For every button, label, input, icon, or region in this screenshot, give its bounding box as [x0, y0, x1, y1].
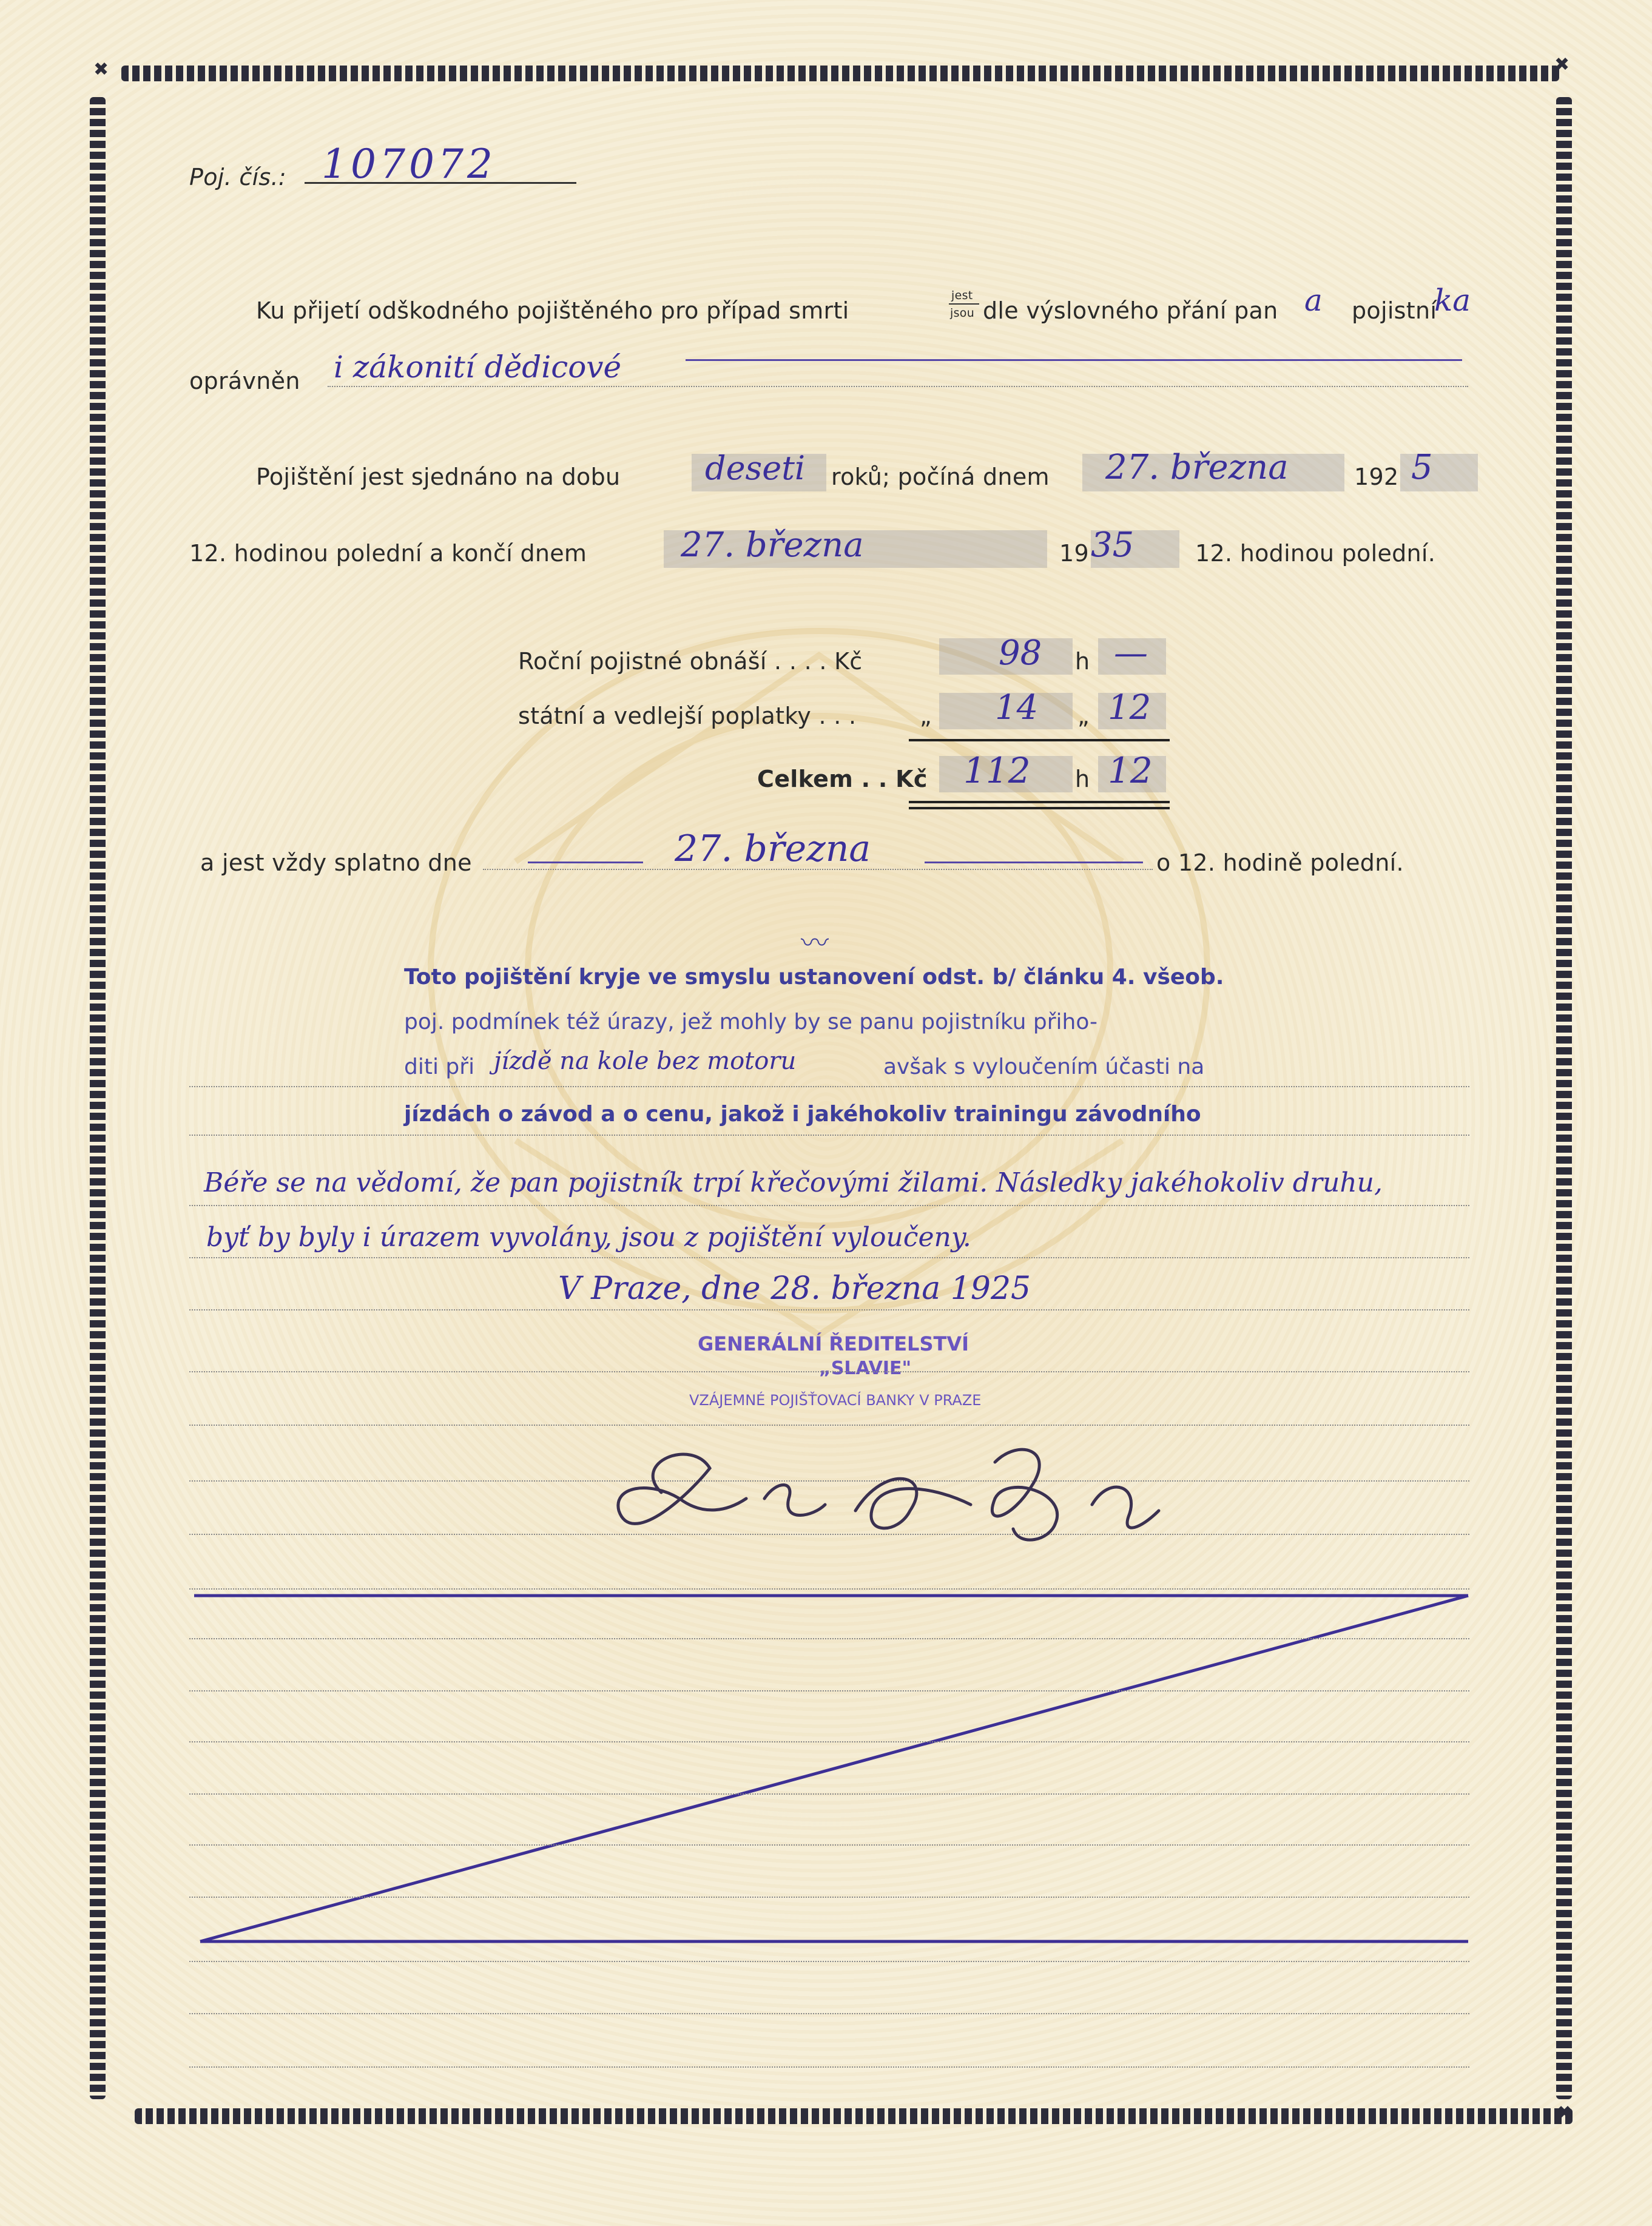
- beneficiary-dotted-line: [328, 386, 1468, 387]
- beneficiary-strike-line: [686, 359, 1462, 361]
- policy-number-value: 107072: [322, 141, 496, 187]
- clause-dotted-line: [189, 1086, 1469, 1087]
- term-line1-pre: Pojištění jest sjednáno na dobu: [256, 464, 621, 490]
- due-date: 27. března: [675, 828, 871, 870]
- blank-line: [189, 1897, 1469, 1898]
- note-dotted-line-2: [189, 1257, 1469, 1258]
- note-place-date: V Praze, dne 28. března 1925: [558, 1270, 1031, 1307]
- blank-line: [189, 1793, 1469, 1795]
- beneficiary-heirs: i zákonití dědicové: [334, 349, 622, 385]
- term-line1-mid: roků; počíná dnem: [831, 464, 1050, 490]
- blank-line: [189, 1309, 1469, 1310]
- blank-line: [189, 2013, 1469, 2014]
- beneficiary-suffix-ka: ka: [1434, 283, 1471, 318]
- premium-annual-h: —: [1114, 633, 1148, 673]
- premium-total-double-rule: [909, 801, 1170, 803]
- fraction-bar: [949, 303, 979, 305]
- note-dotted-line-1: [189, 1205, 1469, 1206]
- blank-line: [189, 1961, 1469, 1962]
- separator-ornament-icon: 〰: [801, 926, 829, 959]
- due-pre: a jest vždy splatno dne: [200, 849, 472, 876]
- premium-fees-h: 12: [1108, 688, 1151, 727]
- term-end-year: 35: [1091, 525, 1134, 565]
- clause-line-3-pre: diti při: [404, 1054, 475, 1079]
- due-dash-right: [925, 862, 1143, 863]
- beneficiary-frac-bottom: jsou: [950, 306, 975, 320]
- term-years: deseti: [705, 449, 806, 487]
- term-end-date: 27. března: [681, 525, 864, 565]
- beneficiary-line1-post: pojistní: [1352, 297, 1437, 324]
- premium-h-label: h: [1075, 648, 1090, 675]
- premium-total-h: 12: [1108, 750, 1153, 791]
- premium-sum-rule: [909, 739, 1170, 741]
- term-start-date: 27. března: [1105, 448, 1289, 487]
- border-left: [90, 97, 106, 2099]
- corner-ornament-icon: ✖: [1554, 54, 1570, 75]
- border-bottom: [135, 2108, 1573, 2124]
- watermark-ornament: [303, 546, 1335, 1456]
- beneficiary-line1-pre: Ku přijetí odškodného pojištěného pro případ smrti: [256, 297, 849, 324]
- clause-line-1: Toto pojištění kryje ve smyslu ustanovení odst. b/ článku 4. všeob.: [404, 965, 1224, 990]
- stamp-line-2: „SLAVIE": [819, 1358, 912, 1379]
- note-line-2: byť by byly i úrazem vyvolány, jsou z pojištění vyloučeny.: [206, 1222, 971, 1253]
- term-end-year-prefix: 19: [1059, 540, 1089, 567]
- premium-annual-label: Roční pojistné obnáší . . . . Kč: [518, 648, 863, 675]
- premium-fees-kc: 14: [995, 688, 1039, 727]
- blank-line: [189, 2066, 1469, 2068]
- term-year-prefix: 192: [1354, 464, 1399, 490]
- beneficiary-line2-label: oprávněn: [189, 368, 300, 394]
- stamp-line-1: GENERÁLNÍ ŘEDITELSTVÍ: [698, 1332, 969, 1355]
- blank-line: [189, 1844, 1469, 1846]
- corner-ornament-icon: ✖: [93, 59, 109, 80]
- clause-dotted-line-2: [189, 1135, 1469, 1136]
- signature-icon: [595, 1426, 1189, 1559]
- term-line2-pre: 12. hodinou polední a končí dnem: [189, 540, 587, 567]
- due-dash-left: [528, 862, 643, 863]
- premium-total-label: Celkem . . Kč: [757, 766, 928, 792]
- clause-line-3-hand: jízdě na kole bez motoru: [494, 1047, 797, 1075]
- corner-ornament-icon: ✖: [1557, 2102, 1573, 2123]
- border-top: [121, 66, 1559, 81]
- blank-line: [189, 1690, 1469, 1691]
- clause-line-4: jízdách o závod a o cenu, jakož i jakéhokoliv trainingu závodního: [404, 1102, 1201, 1127]
- term-start-year: 5: [1411, 448, 1433, 487]
- blank-line: [189, 1638, 1469, 1639]
- border-right: [1556, 97, 1572, 2099]
- premium-total-h-label: h: [1075, 766, 1090, 792]
- clause-line-2: poj. podmínek též úrazy, jež mohly by se panu pojistníku přiho-: [404, 1010, 1097, 1034]
- cancellation-z-mark: [182, 1553, 1486, 1978]
- note-line-1: Béře se na vědomí, že pan pojistník trpí křečovými žilami. Následky jakéhokoliv druhu,: [204, 1167, 1383, 1198]
- due-post: o 12. hodině polední.: [1156, 849, 1404, 876]
- stamp-line-3: VZÁJEMNÉ POJIŠŤOVACÍ BANKY V PRAZE: [689, 1392, 982, 1409]
- beneficiary-line1-mid: dle výslovného přání pan: [983, 297, 1278, 324]
- premium-total-double-rule-2: [909, 807, 1170, 809]
- policy-number-label: Poj. čís.:: [189, 164, 287, 191]
- beneficiary-frac-top: jest: [951, 289, 973, 302]
- premium-fees-quote: „: [920, 703, 932, 729]
- premium-total-kc: 112: [963, 750, 1031, 791]
- beneficiary-suffix-a: a: [1304, 283, 1323, 318]
- clause-line-3-post: avšak s vyloučením účasti na: [883, 1054, 1205, 1079]
- premium-annual-kc: 98: [999, 633, 1042, 673]
- premium-fees-label: státní a vedlejší poplatky . . .: [518, 703, 857, 729]
- term-line2-post: 12. hodinou polední.: [1195, 540, 1436, 567]
- premium-fees-quote-h: „: [1077, 703, 1090, 729]
- blank-line: [189, 1371, 1469, 1372]
- blank-line: [189, 1741, 1469, 1742]
